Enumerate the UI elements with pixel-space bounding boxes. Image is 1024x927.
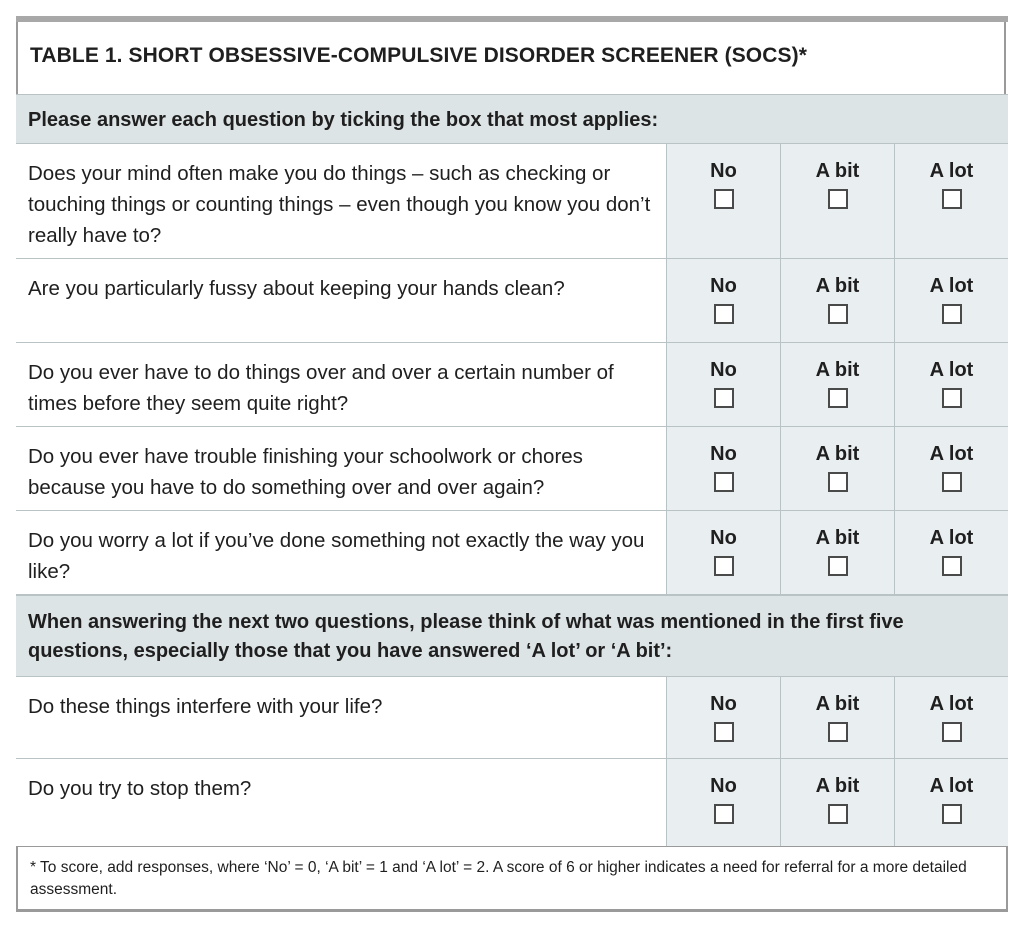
scoring-footnote: * To score, add responses, where ‘No’ = 0, ‘A bit’ = 1 and ‘A lot’ = 2. A score of 6 or higher indicates a need for referral for a more detailed assessment. [16,846,1008,912]
checkbox[interactable] [942,189,962,209]
checkbox[interactable] [828,304,848,324]
table-title: TABLE 1. SHORT OBSESSIVE-COMPULSIVE DISORDER SCREENER (SOCS)* [30,44,807,67]
checkbox[interactable] [828,556,848,576]
checkbox[interactable] [828,189,848,209]
option-label: No [710,527,737,549]
checkbox[interactable] [942,556,962,576]
option-no[interactable] [666,759,780,846]
option-label: No [710,275,737,297]
section-header-2: When answering the next two questions, please think of what was mentioned in the first five questions, especially those that you have answered ‘A lot’ or ‘A bit’: [16,595,1008,677]
question-text-3: Do you ever have to do things over and over a certain number of times before they seem quite right? [16,343,666,426]
option-no[interactable] [666,677,780,758]
question-text-4: Do you ever have trouble finishing your schoolwork or chores because you have to do something over and over again? [16,427,666,510]
question-row-5 [16,511,1008,595]
question-text-2: Are you particularly fussy about keeping your hands clean? [16,259,666,342]
option-no[interactable] [666,259,780,342]
question-text-7: Do you try to stop them? [16,759,666,846]
checkbox[interactable] [828,388,848,408]
checkbox[interactable] [828,804,848,824]
option-label: A lot [929,275,974,297]
checkbox[interactable] [942,722,962,742]
option-a-lot[interactable] [894,144,1008,258]
checkbox[interactable] [714,556,734,576]
option-a-lot[interactable] [894,259,1008,342]
option-label: A lot [929,443,974,465]
option-a-bit[interactable] [780,144,894,258]
question-row-4 [16,427,1008,511]
question-text-6: Do these things interfere with your life? [16,677,666,758]
checkbox[interactable] [714,388,734,408]
option-a-lot[interactable] [894,427,1008,510]
option-a-lot[interactable] [894,677,1008,758]
option-label: A lot [929,775,974,797]
option-a-lot[interactable] [894,759,1008,846]
option-label: No [710,160,737,182]
option-label: A bit [815,443,860,465]
screener-table [16,0,1008,927]
question-row-6 [16,677,1008,759]
option-a-lot[interactable] [894,343,1008,426]
option-label: No [710,693,737,715]
option-a-bit[interactable] [780,343,894,426]
question-row-7 [16,759,1008,846]
question-text-5: Do you worry a lot if you’ve done something not exactly the way you like? [16,511,666,594]
checkbox[interactable] [828,472,848,492]
question-text-1: Does your mind often make you do things – such as checking or touching things or counting things – even though you know you don’t really have to? [16,144,666,258]
checkbox[interactable] [942,388,962,408]
option-no[interactable] [666,343,780,426]
option-no[interactable] [666,427,780,510]
question-row-3 [16,343,1008,427]
option-a-bit[interactable] [780,677,894,758]
option-no[interactable] [666,144,780,258]
option-label: No [710,775,737,797]
option-label: No [710,443,737,465]
option-label: A lot [929,160,974,182]
title-box [16,22,1006,94]
checkbox[interactable] [942,804,962,824]
checkbox[interactable] [714,304,734,324]
checkbox[interactable] [828,722,848,742]
option-label: A lot [929,359,974,381]
option-label: A bit [815,693,860,715]
option-label: A bit [815,275,860,297]
checkbox[interactable] [942,304,962,324]
checkbox[interactable] [942,472,962,492]
option-a-lot[interactable] [894,511,1008,594]
checkbox[interactable] [714,722,734,742]
option-a-bit[interactable] [780,511,894,594]
option-a-bit[interactable] [780,759,894,846]
question-row-2 [16,259,1008,343]
checkbox[interactable] [714,189,734,209]
question-row-1 [16,144,1008,259]
checkbox[interactable] [714,804,734,824]
option-label: A lot [929,527,974,549]
option-label: A bit [815,160,860,182]
option-label: No [710,359,737,381]
option-a-bit[interactable] [780,259,894,342]
option-no[interactable] [666,511,780,594]
option-label: A bit [815,775,860,797]
checkbox[interactable] [714,472,734,492]
option-a-bit[interactable] [780,427,894,510]
section-header-1: Please answer each question by ticking the box that most applies: [16,94,1008,144]
option-label: A bit [815,359,860,381]
option-label: A lot [929,693,974,715]
option-label: A bit [815,527,860,549]
